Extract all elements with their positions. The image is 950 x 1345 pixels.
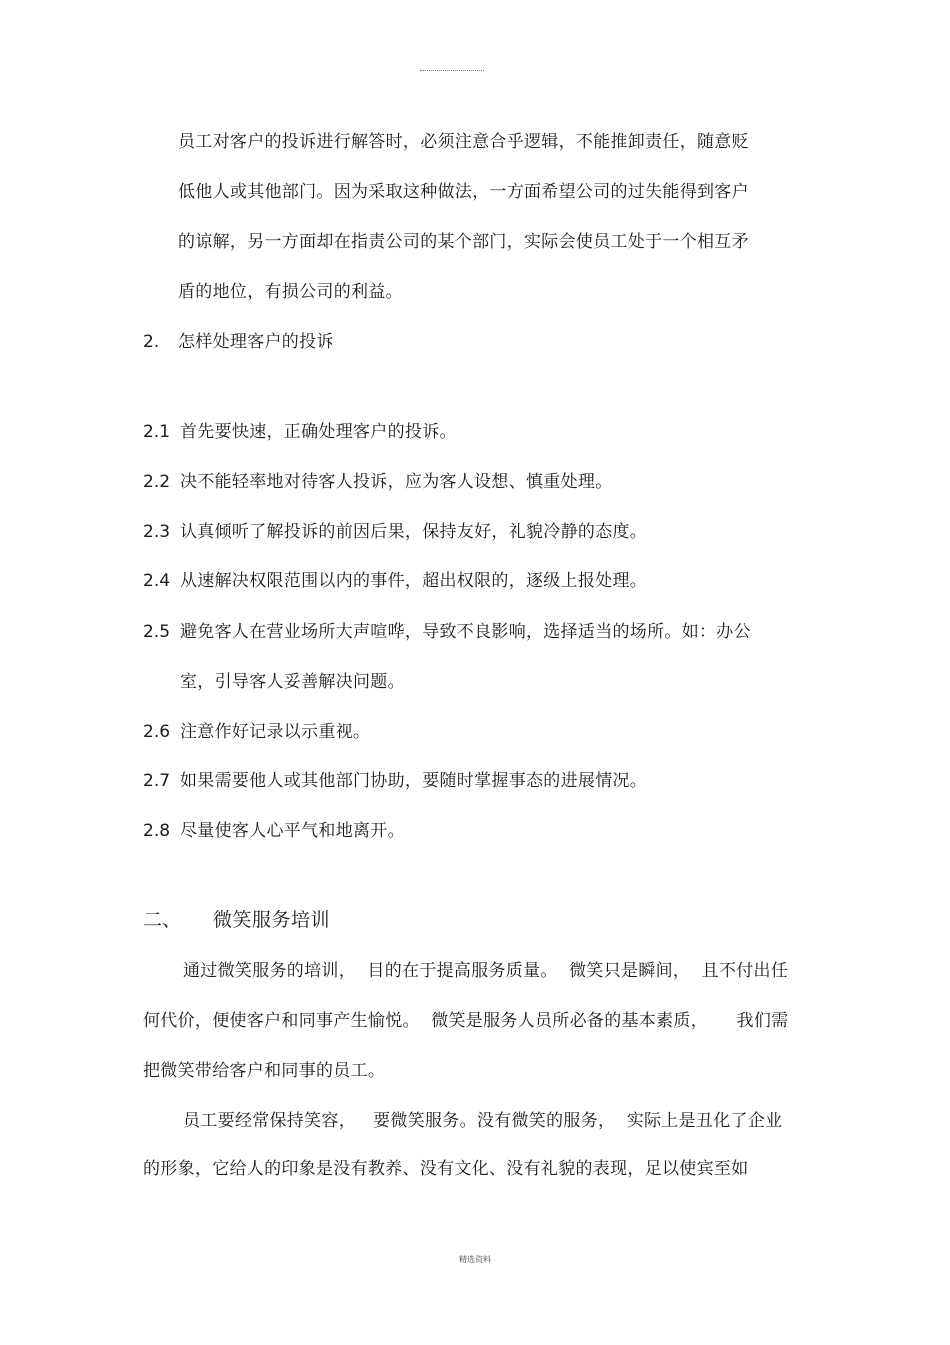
- header-rule: [420, 70, 484, 71]
- item-text: 决不能轻率地对待客人投诉，应为客人设想、慎重处理。: [180, 472, 613, 492]
- item-number: 2.7: [143, 771, 171, 791]
- item-text: 首先要快速，正确处理客户的投诉。: [180, 422, 457, 442]
- chapter-number: 二、: [143, 909, 182, 931]
- intro-line-4: 盾的地位，有损公司的利益。: [178, 282, 403, 302]
- item-number: 2.2: [143, 472, 171, 492]
- item-text: 避免客人在营业场所大声喧哗，导致不良影响，选择适当的场所。如：办公: [180, 622, 751, 642]
- intro-line-2: 低他人或其他部门。因为采取这种做法，一方面希望公司的过失能得到客户: [178, 182, 749, 202]
- chapter-title: 微笑服务培训: [213, 909, 331, 931]
- item-text: 如果需要他人或其他部门协助，要随时掌握事态的进展情况。: [180, 771, 648, 791]
- para2-line-1: 员工要经常保持笑容， 要微笑服务。没有微笑的服务， 实际上是丑化了企业: [183, 1111, 783, 1131]
- item-number: 2.8: [143, 821, 171, 841]
- page-footer: 精选资料: [459, 1255, 491, 1264]
- item-number: 2.1: [143, 422, 171, 442]
- item-text: 尽量使客人心平气和地离开。: [180, 821, 405, 841]
- section-title: 怎样处理客户的投诉: [178, 332, 334, 352]
- para2-line-2: 的形象，它给人的印象是没有教养、没有文化、没有礼貌的表现，足以使宾至如: [143, 1159, 749, 1179]
- para1-line-3: 把微笑带给客户和同事的员工。: [143, 1061, 386, 1081]
- item-text: 认真倾听了解投诉的前因后果，保持友好，礼貌冷静的态度。: [180, 522, 648, 542]
- intro-line-1: 员工对客户的投诉进行解答时，必须注意合乎逻辑，不能推卸责任，随意贬: [178, 132, 749, 152]
- item-text: 注意作好记录以示重视。: [180, 722, 371, 742]
- item-text: 从速解决权限范围以内的事件，超出权限的，逐级上报处理。: [180, 571, 648, 591]
- item-number: 2.6: [143, 722, 171, 742]
- para1-line-1: 通过微笑服务的培训， 目的在于提高服务质量。 微笑只是瞬间， 且不付出任: [183, 961, 789, 981]
- section-number: 2.: [143, 332, 160, 352]
- intro-line-3: 的谅解，另一方面却在指责公司的某个部门，实际会使员工处于一个相互矛: [178, 232, 749, 252]
- item-number: 2.3: [143, 522, 171, 542]
- para1-line-2: 何代价，便使客户和同事产生愉悦。 微笑是服务人员所必备的基本素质， 我们需: [143, 1011, 789, 1031]
- item-number: 2.5: [143, 622, 171, 642]
- item-number: 2.4: [143, 571, 171, 591]
- item-text-continued: 室，引导客人妥善解决问题。: [180, 672, 405, 692]
